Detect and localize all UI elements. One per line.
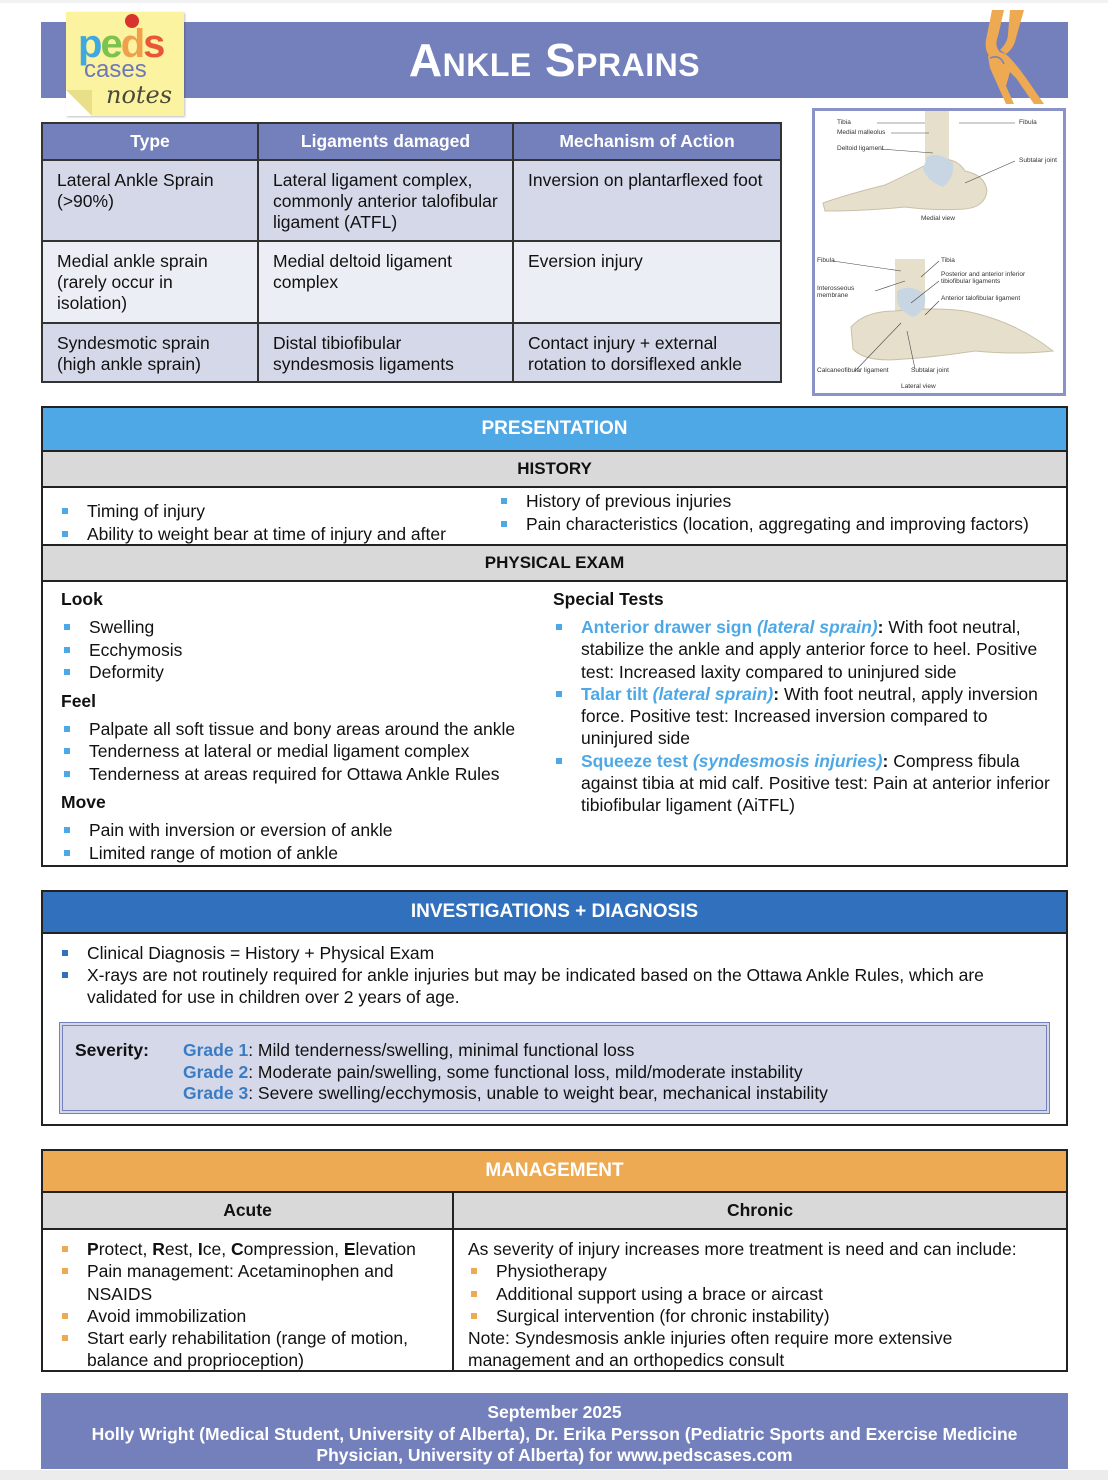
list-item: Pain management: Acetaminophen and NSAIDS — [59, 1260, 444, 1305]
physical-exam-heading: PHYSICAL EXAM — [43, 546, 1066, 582]
investigations-heading: INVESTIGATIONS + DIAGNOSIS — [43, 892, 1066, 934]
sticky-note-curl — [66, 90, 92, 116]
test-qualifier: (lateral sprain) — [652, 683, 774, 704]
look-heading: Look — [61, 589, 103, 609]
list-item: Additional support using a brace or aircast — [468, 1283, 1058, 1305]
acute-column — [43, 1230, 454, 1370]
footer-authors-line2: Physician, University of Alberta) for www.pedscases.com — [316, 1445, 793, 1465]
ankle-anatomy-illustration — [812, 108, 1066, 396]
ankle-bones-drawing — [815, 111, 1063, 393]
list-item: Deformity — [61, 661, 535, 684]
page-top-edge — [0, 0, 1108, 3]
grade-row — [183, 1040, 828, 1062]
management-heading: MANAGEMENT — [43, 1151, 1066, 1193]
label-tibiofibular-ligaments: Posterior and anterior inferior tibiofibular ligaments — [941, 271, 1026, 285]
list-item: Tenderness at lateral or medial ligament complex — [61, 740, 535, 763]
cell-ligaments: Distal tibiofibular syndesmosis ligaments — [258, 323, 513, 382]
col-header-mechanism: Mechanism of Action — [513, 123, 781, 160]
cell-ligaments: Lateral ligament complex, commonly anterior talofibular ligament (ATFL) — [258, 160, 513, 241]
table-row — [42, 241, 781, 323]
cell-type: Medial ankle sprain (rarely occur in isolation) — [42, 241, 258, 323]
col-header-ligaments: Ligaments damaged — [258, 123, 513, 160]
label-subtalar-joint: Subtalar joint — [1019, 157, 1057, 164]
label-medial-view: Medial view — [921, 215, 955, 222]
label-atfl: Anterior talofibular ligament — [941, 295, 1021, 302]
label-medial-malleolus: Medial malleolus — [837, 129, 886, 136]
label-interosseous-membrane: Interosseous membrane — [817, 285, 855, 299]
footer — [41, 1393, 1068, 1469]
table-row — [42, 160, 781, 241]
page-title: Ankle Sprains — [408, 34, 701, 86]
cell-ligaments: Medial deltoid ligament complex — [258, 241, 513, 323]
cell-type: Lateral Ankle Sprain (>90%) — [42, 160, 258, 241]
list-item: Surgical intervention (for chronic instability) — [468, 1305, 1058, 1327]
grade-name: Grade 2 — [183, 1061, 249, 1082]
chronic-note: Note: Syndesmosis ankle injuries often require more extensive management and an orthopedics consult — [468, 1328, 953, 1371]
test-description: Compress fibula against tibia at mid calf. Positive test: Pain at anterior inferior tibiofibular ligament (AiTFL) — [581, 750, 1050, 816]
chronic-heading: Chronic — [726, 1200, 794, 1220]
grade-row — [183, 1062, 828, 1084]
feel-heading: Feel — [61, 690, 97, 711]
investigations-section — [41, 890, 1068, 1126]
special-test-item: Squeeze test (syndesmosis injuries): Compress fibula against tibia at mid calf. Positive test: Pain at anterior inferior tibiofibular ligament (AiTFL) — [553, 750, 1056, 817]
list-item: Pain with inversion or eversion of ankle — [61, 819, 535, 842]
grade-name: Grade 1 — [183, 1040, 249, 1060]
grade-description: : Severe swelling/ecchymosis, unable to weight bear, mechanical instability — [248, 1083, 828, 1103]
list-item: X-rays are not routinely required for ankle injuries but may be indicated based on the Ottawa Ankle Rules, which are validated for use in children over 2 years of age. — [59, 964, 1052, 1008]
severity-label: Severity: — [75, 1040, 149, 1060]
pedscases-notes-logo — [66, 12, 184, 116]
price-item: Protect, Rest, Ice, Compression, Elevation — [59, 1238, 444, 1260]
special-test-item: Talar tilt (lateral sprain): With foot neutral, apply inversion force. Positive test: Increased inversion compared to uninjured side — [553, 683, 1056, 750]
cell-type: Syndesmotic sprain (high ankle sprain) — [42, 323, 258, 382]
test-name: Talar tilt — [581, 683, 648, 704]
chronic-column — [454, 1230, 1066, 1370]
label-subtalar-joint-lateral: Subtalar joint — [911, 367, 949, 374]
list-item: Physiotherapy — [468, 1260, 1058, 1282]
move-heading: Move — [61, 792, 106, 812]
cell-mechanism: Inversion on plantarflexed foot — [513, 160, 781, 241]
test-qualifier: (syndesmosis injuries) — [692, 750, 883, 771]
presentation-section — [41, 406, 1068, 867]
logo-peds-text: peds — [78, 22, 164, 66]
test-qualifier: (lateral sprain) — [757, 617, 878, 637]
list-item: Avoid immobilization — [59, 1305, 444, 1327]
list-item: Pain characteristics (location, aggregating and improving factors) — [498, 513, 1066, 536]
footer-authors-line1: Holly Wright (Medical Student, University of Alberta), Dr. Erika Persson (Pediatric Sports and Exercise Medicine — [91, 1423, 1018, 1444]
label-tibia-lateral: Tibia — [941, 257, 955, 264]
list-item: Swelling — [61, 616, 535, 639]
label-fibula-lateral: Fibula — [817, 257, 835, 264]
list-item: Ability to weight bear at time of injury and after — [59, 523, 498, 546]
management-section — [41, 1149, 1068, 1372]
test-description: With foot neutral, apply inversion force. Positive test: Increased inversion compared to uninjured side — [581, 683, 1038, 749]
label-deltoid-ligament: Deltoid ligament — [837, 145, 884, 152]
test-name: Anterior drawer sign — [581, 617, 753, 637]
special-tests-heading: Special Tests — [553, 589, 664, 609]
special-test-item: Anterior drawer sign (lateral sprain): With foot neutral, stabilize the ankle and apply anterior force to heel. Positive test: Increased laxity compared to uninjured side — [553, 616, 1056, 683]
list-item: Palpate all soft tissue and bony areas around the ankle — [61, 718, 535, 741]
list-item: Ecchymosis — [61, 639, 535, 662]
label-lateral-view: Lateral view — [901, 383, 936, 390]
table-row — [42, 323, 781, 382]
test-description: With foot neutral, stabilize the ankle and apply anterior force to heel. Positive test: Increased laxity compared to uninjured side — [581, 617, 1038, 682]
history-list — [43, 488, 1066, 546]
label-tibia: Tibia — [837, 119, 851, 126]
severity-box — [59, 1022, 1050, 1114]
cell-mechanism: Eversion injury — [513, 241, 781, 323]
history-heading: HISTORY — [43, 452, 1066, 488]
col-header-type: Type — [42, 123, 258, 160]
acute-heading: Acute — [43, 1193, 454, 1228]
knee-joint-icon — [970, 8, 1052, 106]
list-item: Tenderness at areas required for Ottawa Ankle Rules — [61, 763, 535, 786]
cell-mechanism: Contact injury + external rotation to dorsiflexed ankle — [513, 323, 781, 382]
list-item: History of previous injuries — [498, 490, 1066, 513]
label-fibula: Fibula — [1019, 119, 1037, 126]
grade-description: : Mild tenderness/swelling, minimal functional loss — [248, 1040, 635, 1060]
list-item: Limited range of motion of ankle — [61, 842, 535, 865]
sprain-types-table — [41, 122, 782, 383]
list-item: Start early rehabilitation (range of motion, balance and proprioception) — [59, 1327, 444, 1372]
logo-notes-text: notes — [106, 81, 173, 109]
label-calcaneofibular-ligament: Calcaneofibular ligament — [817, 367, 889, 374]
presentation-heading: PRESENTATION — [43, 408, 1066, 452]
grade-name: Grade 3 — [183, 1083, 249, 1103]
test-name: Squeeze test — [581, 750, 688, 771]
list-item: Timing of injury — [59, 500, 498, 523]
grade-description: : Moderate pain/swelling, some functional loss, mild/moderate instability — [248, 1061, 803, 1082]
grade-row — [183, 1083, 828, 1105]
footer-date: September 2025 — [487, 1402, 622, 1422]
page-bottom-edge — [0, 1470, 1108, 1480]
logo-cases-text: cases — [84, 56, 147, 83]
chronic-intro: As severity of injury increases more treatment is need and can include: — [468, 1239, 1017, 1259]
list-item: Clinical Diagnosis = History + Physical Exam — [59, 942, 1052, 964]
physical-exam-content — [43, 582, 1066, 864]
